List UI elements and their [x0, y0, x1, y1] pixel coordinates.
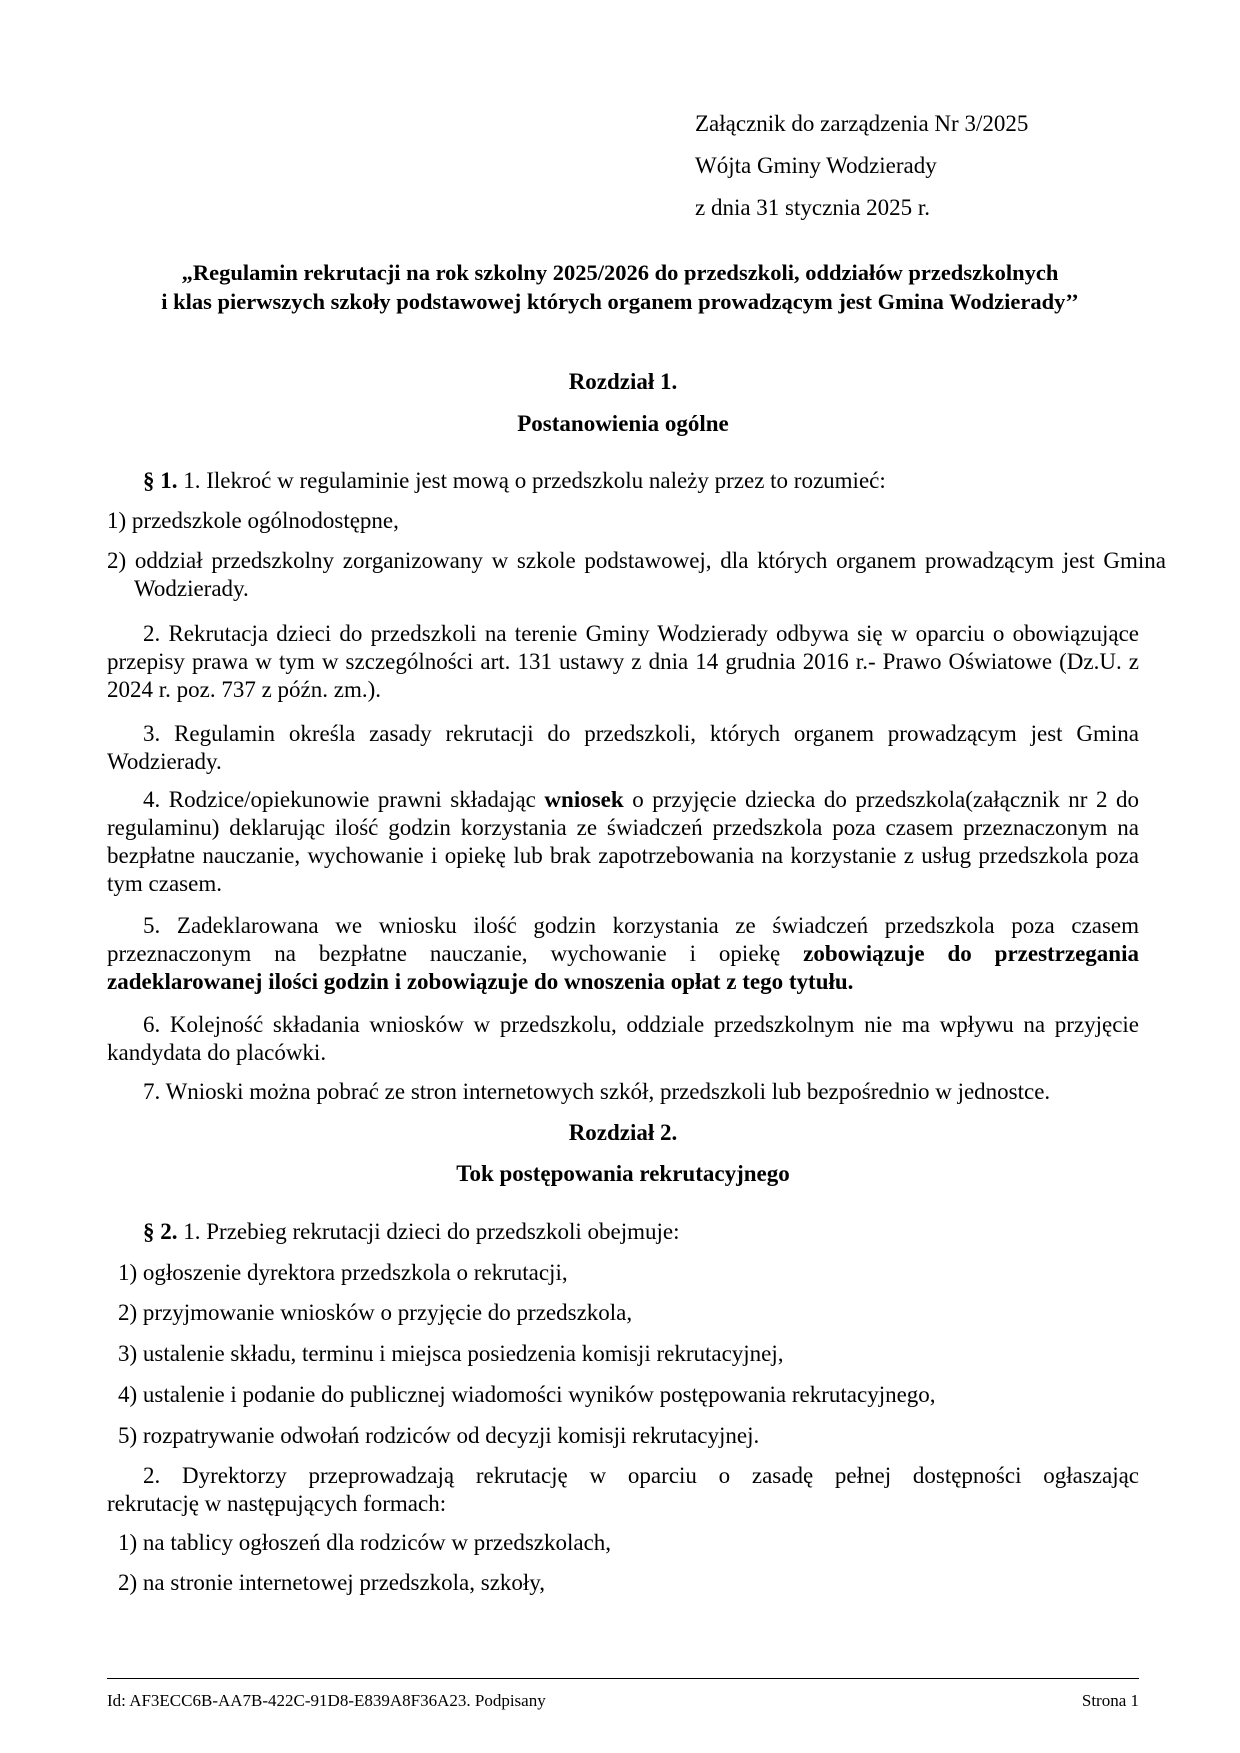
page-number: Strona 1 — [1081, 1691, 1139, 1710]
paragraph-2-1: § 2. 1. Przebieg rekrutacji dzieci do przedszkoli obejmuje: — [143, 1219, 680, 1244]
chapter-1-subheading: Postanowienia ogólne — [517, 411, 729, 436]
list-item: 2) na stronie internetowej przedszkola, szkoły, — [118, 1570, 546, 1595]
paragraph-1-2: 2. Rekrutacja dzieci do przedszkoli na terenie Gminy Wodzierady odbywa się w oparciu o obowiązujące przepisy prawa w tym w szczególności art. 131 ustawy z dnia 14 grudnia 2016 r.- Prawo Oświatowe (Dz.U. z 2024 r. poz. 737 z późn. zm.). — [107, 621, 1139, 702]
list-item: 4) ustalenie i podanie do publicznej wiadomości wyników postępowania rekrutacyjnego, — [118, 1382, 936, 1407]
list-item: 3) ustalenie składu, terminu i miejsca posiedzenia komisji rekrutacyjnej, — [118, 1341, 784, 1366]
document-title — [100, 258, 1140, 316]
section-sign-2: § 2. — [143, 1219, 178, 1244]
paragraph-2-2-line: 2. Dyrektorzy przeprowadzają rekrutację w oparciu o zasadę pełnej dostępności ogłaszając — [143, 1463, 1139, 1488]
paragraph-1-6: 6. Kolejność składania wniosków w przedszkolu, oddziale przedszkolnym nie ma wpływu na przyjęcie kandydata do placówki. — [107, 1012, 1139, 1065]
paragraph-1-4: 4. Rodzice/opiekunowie prawni składając wniosek o przyjęcie dziecka do przedszkola(załącznik nr 2 do regulaminu) deklarując ilość godzin korzystania ze świadczeń przedszkola poza czasem przeznaczonym na bezpłatne nauczanie, wychowanie i opiekę lub brak zapotrzebowania na korzystanie z usług przedszkola poza tym czasem. — [107, 787, 1139, 896]
footer-divider — [107, 1678, 1139, 1679]
list-item-2: 2) oddział przedszkolny zorganizowany w szkole podstawowej, dla których organem prowadzącym jest Gmina Wodzierady. — [107, 548, 1166, 601]
list-item: 5) rozpatrywanie odwołań rodziców od decyzji komisji rekrutacyjnej. — [118, 1423, 760, 1448]
chapter-2-heading: Rozdział 2. — [568, 1120, 678, 1145]
paragraph-1-3: 3. Regulamin określa zasady rekrutacji do przedszkoli, których organem prowadzącym jest Gmina Wodzierady. — [107, 721, 1139, 774]
document-id: Id: AF3ECC6B-AA7B-422C-91D8-E839A8F36A23. Podpisany — [107, 1691, 546, 1710]
attachment-line-2: Wójta Gminy Wodzierady — [695, 153, 937, 178]
paragraph-1-7: 7. Wnioski można pobrać ze stron internetowych szkół, przedszkoli lub bezpośrednio w jednostce. — [143, 1079, 1051, 1104]
list-item-1: 1) przedszkole ogólnodostępne, — [107, 508, 399, 533]
page-footer — [107, 1691, 1139, 1711]
attachment-line-1: Załącznik do zarządzenia Nr 3/2025 — [695, 111, 1029, 136]
attachment-line-3: z dnia 31 stycznia 2025 r. — [695, 195, 931, 220]
list-item: 2) przyjmowanie wniosków o przyjęcie do przedszkola, — [118, 1300, 633, 1325]
attachment-header — [695, 112, 1028, 238]
title-line-1: „Regulamin rekrutacji na rok szkolny 2025/2026 do przedszkoli, oddziałów przedszkolnych — [181, 260, 1059, 285]
title-line-2: i klas pierwszych szkoły podstawowej których organem prowadzącym jest Gmina Wodzierady’’ — [161, 289, 1079, 314]
section-sign-1: § 1. — [143, 468, 178, 493]
list-item: 1) na tablicy ogłoszeń dla rodziców w przedszkolach, — [118, 1530, 612, 1555]
paragraph-1-5: 5. Zadeklarowana we wniosku ilość godzin korzystania ze świadczeń przedszkola poza czasem przeznaczonym na bezpłatne nauczanie, wychowanie i opiekę zobowiązuje do przestrzegania zadeklarowanej ilości godzin i zobowiązuje do wnoszenia opłat z tego tytułu. — [107, 913, 1139, 994]
chapter-2-subheading: Tok postępowania rekrutacyjnego — [456, 1161, 790, 1186]
chapter-1-heading: Rozdział 1. — [568, 369, 678, 394]
paragraph-2-2-line: rekrutację w następujących formach: — [107, 1491, 447, 1516]
paragraph-1-1: § 1. 1. Ilekroć w regulaminie jest mową o przedszkolu należy przez to rozumieć: — [143, 468, 886, 493]
list-item: 1) ogłoszenie dyrektora przedszkola o rekrutacji, — [118, 1260, 568, 1285]
